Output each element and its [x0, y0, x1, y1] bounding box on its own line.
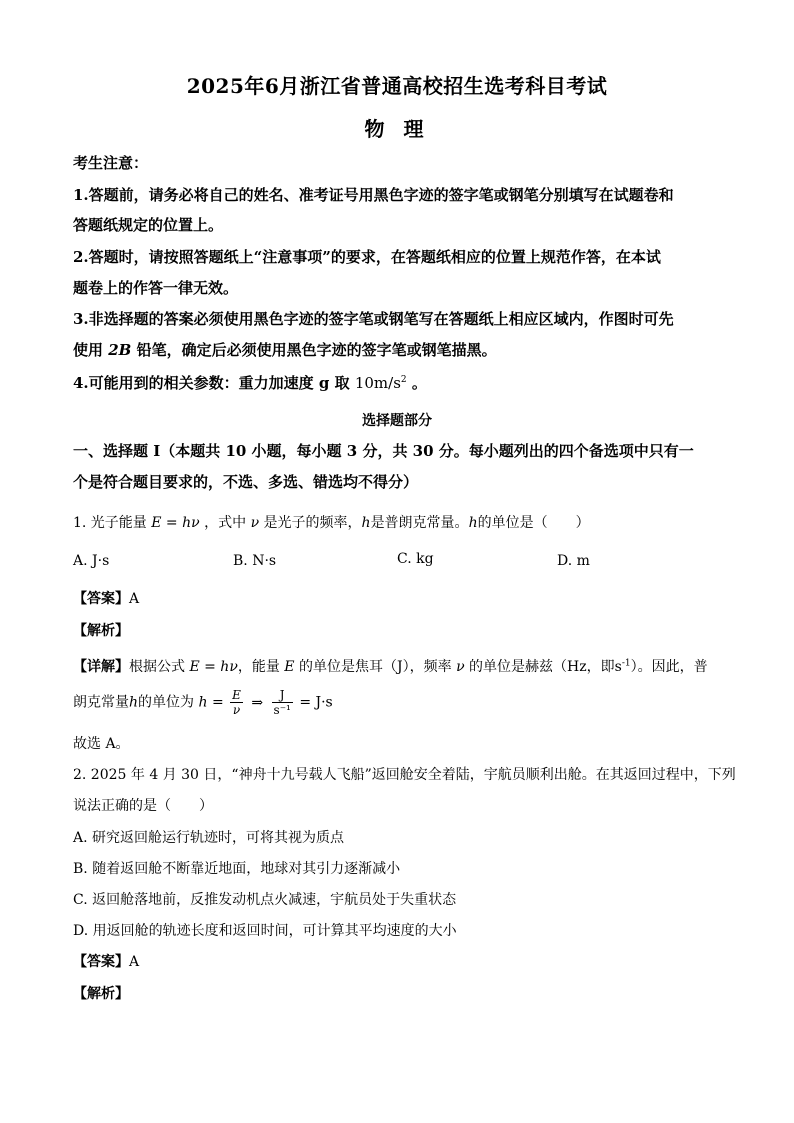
q1-text-pre: 1. 光子能量: [73, 515, 147, 531]
q1-option-a: [73, 553, 109, 569]
q1-detail-a-end: ）。因此，普: [630, 659, 708, 675]
q1-text-mid3: 是普朗克常量。: [370, 515, 469, 531]
notice-heading: 考生注意：: [73, 154, 149, 172]
notice-item-4: [73, 372, 723, 393]
gravity-unit: 10m/s: [354, 374, 401, 392]
q1-detail-a-E: E: [284, 659, 295, 675]
q1-option-c-value: kg: [416, 551, 434, 567]
q2-stem-b: 说法正确的是（ ）: [73, 798, 213, 814]
q2-analysis-tag: 【解析】: [73, 986, 129, 1002]
q1-detail-b-lhs: h =: [198, 694, 224, 711]
q1-stem: [73, 512, 723, 532]
q1-answer: [73, 588, 723, 608]
q1-h1: h: [361, 515, 371, 531]
q1-option-d-letter: D.: [557, 553, 573, 569]
notice-item-4-pre: 4.可能用到的相关参数：重力加速度 g 取: [73, 374, 350, 392]
q1-detail-a-formula: E = hν: [189, 659, 238, 675]
notice-item-3b: [73, 339, 723, 360]
q1-detail-a-mid2: 的单位是焦耳（J），频率: [298, 659, 452, 675]
q1-option-b-letter: B.: [233, 553, 248, 569]
q1-text-post: 的单位是（ ）: [477, 515, 590, 531]
q1-nu: ν: [250, 515, 260, 531]
q1-frac-j-over-s: [272, 688, 293, 717]
q1-detail-b-mid: 的单位为: [138, 694, 195, 711]
q1-frac-e-over-nu: [230, 688, 243, 717]
q1-detail-b: [73, 688, 723, 717]
q1-detail-b-result: = J·s: [299, 694, 333, 711]
q1-option-a-value: J·s: [92, 553, 110, 569]
q2-answer-value: A: [129, 954, 140, 970]
q1-detail-tag: 【详解】: [73, 659, 129, 675]
q2-option-a: A. 研究返回舱运行轨迹时，可将其视为质点: [73, 830, 345, 846]
q1-h2: h: [468, 515, 478, 531]
q1-analysis-tag: 【解析】: [73, 623, 129, 639]
frac2-numerator: J: [272, 688, 293, 703]
frac2-denominator: s⁻¹: [273, 703, 291, 717]
q1-option-b: [233, 553, 276, 569]
q1-detail-a-post: 的单位是赫兹（Hz，即s: [469, 659, 622, 675]
q1-formula: E = hν: [151, 515, 200, 531]
q2-stem-a: 2. 2025 年 4 月 30 日，“神舟十九号载人飞船”返回舱安全着陆，宇航员顺利出舱。在其返回过程中，下列: [73, 767, 736, 783]
q1-detail-a: [73, 656, 723, 676]
q1-detail-a-exp: -1: [621, 658, 631, 669]
q1-option-d-value: m: [576, 553, 590, 569]
notice-item-3b-post: 铅笔，确定后必须使用黑色字迹的签字笔或钢笔描黑。: [136, 341, 497, 359]
q1-detail-b-pre: 朗克常量: [73, 694, 129, 711]
notice-item-2b: 题卷上的作答一律无效。: [73, 279, 239, 297]
section-label: 选择题部分: [362, 413, 432, 429]
q2-option-c: C. 返回舱落地前，反推发动机点火减速，宇航员处于失重状态: [73, 892, 457, 908]
section-heading-a: 一、选择题 I（本题共 10 小题，每小题 3 分，共 30 分。每小题列出的四个备选项中只有一: [73, 442, 694, 460]
q1-option-b-value: N·s: [252, 553, 277, 569]
implies-arrow: ⇒: [251, 694, 264, 711]
notice-item-1a: 1.答题前，请务必将自己的姓名、准考证号用黑色字迹的签字笔或钢笔分别填写在试题卷和: [73, 186, 674, 204]
q1-text-mid2: 是光子的频率，: [263, 515, 362, 531]
q1-detail-b-h: h: [129, 694, 139, 711]
q1-detail-a-pre: 根据公式: [129, 659, 185, 675]
gravity-exponent: 2: [400, 375, 407, 385]
section-heading-b: 个是符合题目要求的，不选、多选、错选均不得分）: [73, 473, 419, 491]
q1-answer-value: A: [129, 591, 140, 607]
q1-detail-a-nu: ν: [456, 659, 465, 675]
q2-answer: [73, 951, 723, 971]
exam-title: 2025年6月浙江省普通高校招生选考科目考试: [186, 74, 608, 98]
frac-numerator: E: [232, 688, 241, 702]
notice-item-2a: 2.答题时，请按照答题纸上“注意事项”的要求，在答题纸相应的位置上规范作答，在本试: [73, 248, 661, 266]
q1-option-c-letter: C.: [397, 551, 412, 567]
gravity-value: [355, 374, 407, 392]
notice-item-3a: 3.非选择题的答案必须使用黑色字迹的签字笔或钢笔写在答题纸上相应区域内，作图时可先: [73, 310, 674, 328]
notice-item-4-post: 。: [411, 374, 427, 392]
frac-denominator: ν: [232, 703, 241, 717]
subject-title: 物 理: [364, 117, 430, 141]
q1-answer-tag: 【答案】: [73, 591, 129, 607]
notice-item-3b-pre: 使用: [73, 341, 104, 359]
q1-detail-a-mid: ，能量: [237, 659, 280, 675]
notice-item-3b-pencil: 2B: [108, 341, 132, 359]
q2-option-d: D. 用返回舱的轨迹长度和返回时间，可计算其平均速度的大小: [73, 923, 457, 939]
q2-option-b: B. 随着返回舱不断靠近地面，地球对其引力逐渐减小: [73, 861, 401, 877]
q1-option-d: [557, 553, 590, 569]
q1-option-a-letter: A.: [73, 553, 88, 569]
q2-answer-tag: 【答案】: [73, 954, 129, 970]
notice-item-1b: 答题纸规定的位置上。: [73, 216, 224, 234]
q1-option-c: [397, 551, 434, 567]
q1-text-mid: ，式中: [204, 515, 247, 531]
q1-conclusion: 故选 A。: [73, 736, 130, 752]
